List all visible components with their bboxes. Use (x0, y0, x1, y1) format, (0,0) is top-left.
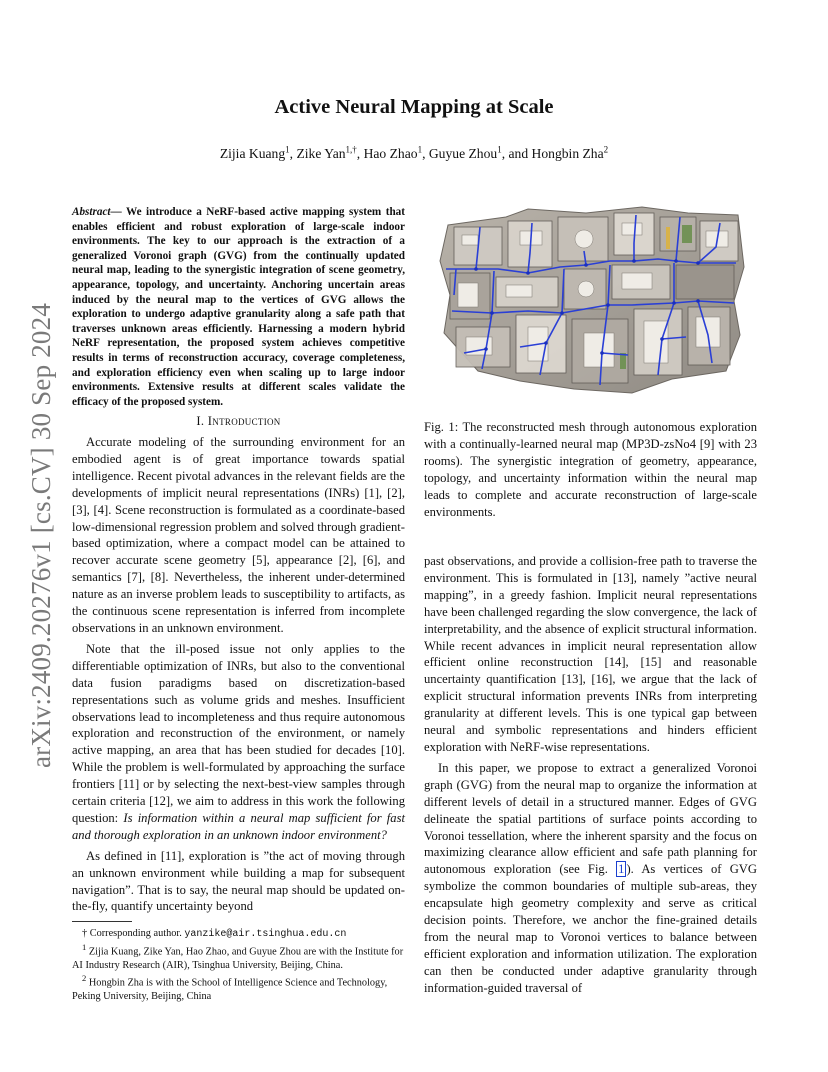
left-column-body (72, 434, 405, 915)
footnote-corresponding: † Corresponding author. yanzike@air.tsinghua.edu.cn (82, 928, 347, 940)
figure-reference-link[interactable]: 1 (618, 862, 625, 877)
email-link[interactable]: yanzike@air.tsinghua.edu.cn (184, 929, 347, 940)
author: Hongbin Zha$^2$ (531, 144, 609, 161)
footnotes (72, 927, 405, 1003)
author: Guyue Zhou$^1$, and (428, 144, 532, 161)
paragraph: Note that the ill-posed issue not only applies to the differentiable optimization of INRs, but also to the conventional data fusion paradigms based on discretization-based representations such as volume grids and meshes. Insufficient observations lead to incompleteness and thus require autonomous exploration and reconstruction of the environment, or namely active mapping, an area that has been studied for decades [10]. While the problem is well-formulated by approaching the surface frontiers [11] or by selecting the next-best-view samples through certain criteria [12], we aim to address in this work the following question: Is information within a neural map sufficient for fast and thorough exploration in an unknown indoor environment? (72, 641, 405, 842)
paper-title: Active Neural Mapping at Scale (274, 96, 554, 118)
arxiv-stamp-text: arXiv:2409.20276v1 [cs.CV] 30 Sep 2024 (26, 302, 57, 768)
abstract (72, 205, 405, 409)
author-list (0, 144, 828, 162)
paragraph: In this paper, we propose to extract a generalized Voronoi graph (GVG) from the neural map to organize the information at different levels of detail in a structured manner. Edges of GVG delineate the spatial partitions of surface points according to Voronoi tessellation, where the inherent sparsity and the focus on maximizing clearance allow efficient and safe path planning for autonomous exploration (see Fig. 1 ). As vertices of GVG symbolize the common boundaries of multiple sub-areas, they encapsulate high geometry complexity and serve as critical decision points. Therefore, we anchor the fine-grained details from the neural map to Voronoi vertices to balance between efficient exploration and information utilization. The exploration can then be conducted under adaptive granularity through information-guided traversal of (424, 760, 757, 995)
right-column-body (424, 553, 757, 997)
figure-1-mesh-image (436, 203, 746, 395)
abstract-dash: — (110, 206, 126, 218)
reconstructed-mesh-illustration (436, 203, 746, 395)
paragraph: As defined in [11], exploration is ”the act of moving through an unknown environment while building a map for subsequent navigation”. That is to say, the neural map should be updated on-the-fly, quantify uncertainty beyond (72, 848, 405, 914)
paragraph: Accurate modeling of the surrounding environment for an embodied agent is of great importance towards spatial intelligence. Recent pivotal advances in the relevant fields are the developments of implicit neural representations (INRs) [1], [2], [3], [4]. Scene reconstruction is formulated as a coordinate-based low-dimensional regression problem and solved through gradient-based optimization, where a compact model can be attained to recover accurate scene geometry [5], appearance [2], [6], and semantics [7], [8]. Nevertheless, the inherent under-determined nature as an inverse problem leads to susceptibility to artifacts, as the continuous scene representation is inferred from incomplete observations in an unknown environment. (72, 435, 405, 635)
abstract-label: Abstract (72, 206, 111, 218)
paragraph: past observations, and provide a collision-free path to traverse the environment. This is formulated in [13], namely ”active neural mapping”, in a greedy fashion. Implicit neural representations have been challenged regarding the slow convergence, the lack of interpretability, and the absence of explicit structural information. While recent advances in implicit neural representation allow efficient online reconstruction [14], [15] and reasonable uncertainty quantification [13], [16], we argue that the lack of explicit structural information prevents INRs from interpreting granularity at different levels. This is one typical gap between neural and symbolic representations and hinders efficient exploration with NeRF-wise representations. (424, 554, 757, 754)
footnote-affiliation-2: $^2$ Hongbin Zha is with the School of Intelligence Science and Technology, Peking University, Beijing, China (72, 973, 388, 1002)
arxiv-identifier-stamp (22, 275, 62, 795)
footnote-affiliation-1: $^1$ Zijia Kuang, Zike Yan, Hao Zhao, and Guyue Zhou are with the Institute for AI Industry Research (AIR), Tsinghua University, Beijing, China. (72, 942, 404, 971)
abstract-text: We introduce a NeRF-based active mapping system that enables efficient and robust exploration of large-scale indoor environments. The key to our approach is the extraction of a generalized Voronoi graph (GVG) from the continually updated neural map, leading to the synergistic integration of scene geometry, appearance, topology, and uncertainty. Anchoring uncertain areas induced by the neural map to the vertices of GVG allows the exploration to undergo adaptive granularity along a safe path that traverses unknown areas efficiently. Harnessing a modern hybrid NeRF representation, the proposed system achieves competitive results in terms of reconstruction accuracy, coverage completeness, and exploration efficiency even when scaling up to large indoor environments. Extensive results at different scales validate the efficacy of the proposed system. (72, 206, 405, 408)
author: Zike Yan$^{1,\dagger}$, (296, 144, 364, 161)
author: Hao Zhao$^1$, (363, 144, 429, 161)
figure-1-caption: Fig. 1: The reconstructed mesh through autonomous exploration with a continually-learned neural map (MP3D-zsNo4 [9] with 23 rooms). The synergistic integration of geometry, appearance, topology, and uncertainty information within the neural map leads to complete and accurate reconstruction of large-scale environments. (424, 420, 757, 519)
section-heading-introduction: I. Introduction (196, 414, 281, 428)
footnote-rule (72, 921, 132, 922)
author: Zijia Kuang$^1$, (219, 144, 297, 161)
